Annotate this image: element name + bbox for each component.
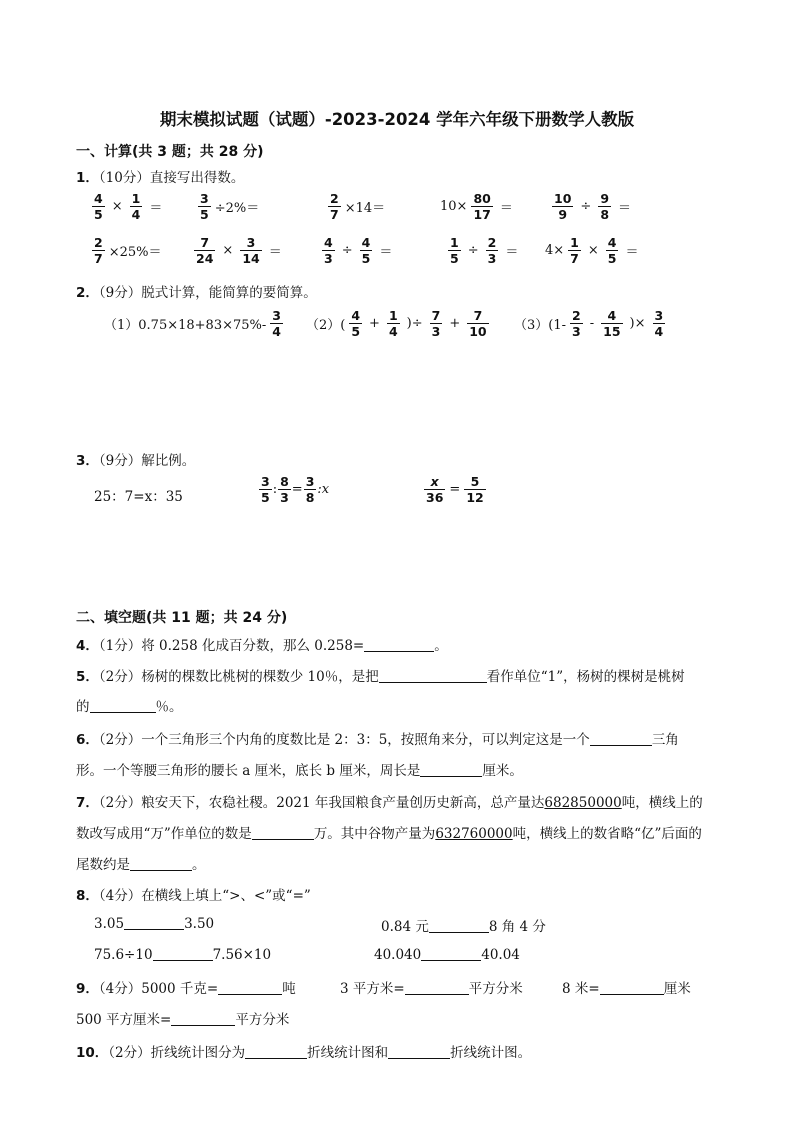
answer-blank[interactable] bbox=[124, 915, 184, 930]
question-2: 2．（9分）脱式计算，能简算的要简算。 bbox=[76, 285, 317, 301]
fraction: 1 5 bbox=[450, 235, 459, 266]
fraction: 8 3 bbox=[280, 474, 289, 505]
q1-expr-9: 1 5 ÷ 2 3 ＝ bbox=[450, 235, 519, 266]
fraction: 3 4 bbox=[654, 308, 664, 339]
fraction: 9 8 bbox=[600, 191, 610, 222]
fraction: 1 4 bbox=[131, 191, 141, 222]
q3-part-3: x 36 = 5 12 bbox=[426, 474, 484, 505]
q9-item-3: 8 米= 厘米 bbox=[562, 981, 691, 997]
fraction: 2 3 bbox=[487, 235, 497, 266]
question-6-cont: 形。一个等腰三角形的腰长 a 厘米，底长 b 厘米，周长是 厘米。 bbox=[76, 763, 523, 779]
q1-expr-1: 4 5 × 1 4 ＝ bbox=[94, 191, 163, 222]
answer-blank[interactable] bbox=[218, 980, 282, 995]
answer-blank[interactable] bbox=[600, 980, 664, 995]
answer-blank[interactable] bbox=[405, 980, 469, 995]
fraction: 3 5 bbox=[261, 474, 270, 505]
q8-item-3: 75.6÷10 7.56×10 bbox=[94, 947, 272, 963]
fraction: 4 5 bbox=[361, 235, 371, 266]
question-8: 8．（4分）在横线上填上“>、<”或“=” bbox=[76, 888, 311, 904]
fraction: 7 3 bbox=[431, 308, 441, 339]
fraction: 1 4 bbox=[388, 308, 398, 339]
fraction: 2 7 bbox=[94, 235, 103, 266]
answer-blank[interactable] bbox=[171, 1011, 235, 1026]
fraction: 3 5 bbox=[200, 191, 209, 222]
q8-item-4: 40.040 40.04 bbox=[374, 947, 520, 963]
question-4: 4．（1分）将 0.258 化成百分数，那么 0.258= 。 bbox=[76, 638, 448, 654]
q3-part-2: 3 5 : 8 3 = 3 8 :x bbox=[261, 474, 330, 505]
fraction: x 36 bbox=[426, 474, 444, 505]
answer-blank[interactable] bbox=[90, 698, 156, 713]
fraction: 2 3 bbox=[572, 308, 581, 339]
answer-blank[interactable] bbox=[245, 1044, 307, 1059]
fraction: 3 8 bbox=[305, 474, 315, 505]
fraction: 5 12 bbox=[466, 474, 484, 505]
q1-expr-10: 4× 1 7 × 4 5 ＝ bbox=[545, 235, 639, 266]
answer-blank[interactable] bbox=[153, 946, 213, 961]
q9-item-4: 500 平方厘米= 平方分米 bbox=[76, 1012, 290, 1028]
question-6: 6．（2分）一个三角形三个内角的度数比是 2：3：5，按照角来分，可以判定这是一个 三角 bbox=[76, 732, 679, 748]
answer-blank[interactable] bbox=[252, 825, 314, 840]
q8-item-2: 0.84 元 8 角 4 分 bbox=[381, 919, 546, 935]
q2-part-2: （2）( 4 5 + 1 4 )÷ 7 3 + 7 10 bbox=[306, 308, 487, 339]
q1-expr-4: 10× 80 17 ＝ bbox=[440, 191, 513, 222]
q1-expr-3: 2 7 ×14＝ bbox=[330, 191, 386, 222]
q1-expr-5: 10 9 ÷ 9 8 ＝ bbox=[554, 191, 632, 222]
fraction: 3 4 bbox=[272, 308, 281, 339]
question-7: 7．（2分）粮安天下，农稳社稷。2021 年我国粮食产量创历史新高，总产量达682850000吨，横线上的 bbox=[76, 795, 703, 811]
q3-part-1: 25：7=x：35 bbox=[94, 489, 183, 505]
answer-blank[interactable] bbox=[388, 1044, 450, 1059]
answer-blank[interactable] bbox=[130, 856, 192, 871]
fraction: 3 14 bbox=[242, 235, 260, 266]
question-9: 9．（4分）5000 千克= 吨 bbox=[76, 981, 296, 997]
q1-expr-7: 7 24 × 3 14 ＝ bbox=[196, 235, 282, 266]
answer-blank[interactable] bbox=[590, 731, 652, 746]
q2-part-1: （1）0.75×18+83×75%- 3 4 bbox=[104, 308, 281, 339]
question-3: 3．（9分）解比例。 bbox=[76, 453, 196, 469]
q1-expr-6: 2 7 ×25%＝ bbox=[94, 235, 162, 266]
fraction: 10 9 bbox=[554, 191, 572, 222]
fraction: 2 7 bbox=[330, 191, 339, 222]
fraction: 4 15 bbox=[603, 308, 621, 339]
fraction: 4 5 bbox=[607, 235, 617, 266]
q8-item-1: 3.05 3.50 bbox=[94, 916, 215, 932]
fraction: 7 24 bbox=[196, 235, 214, 266]
question-7-cont: 数改写成用“万”作单位的数是 万。其中谷物产量为632760000吨，横线上的数省略“亿”后面的 bbox=[76, 826, 702, 842]
page-title: 期末模拟试题（试题）-2023-2024 学年六年级下册数学人教版 bbox=[159, 110, 635, 129]
question-7-cont2: 尾数约是 。 bbox=[76, 857, 206, 873]
fraction: 4 5 bbox=[351, 308, 361, 339]
question-10: 10．（2分）折线统计图分为 折线统计图和 折线统计图。 bbox=[76, 1045, 532, 1061]
question-5-cont: 的 ％。 bbox=[76, 699, 183, 715]
answer-blank[interactable] bbox=[429, 918, 489, 933]
fraction: 4 5 bbox=[94, 191, 103, 222]
answer-blank[interactable] bbox=[421, 946, 481, 961]
fraction: 1 7 bbox=[570, 235, 579, 266]
question-1: 1．（10分）直接写出得数。 bbox=[76, 170, 245, 186]
answer-blank[interactable] bbox=[379, 668, 487, 683]
fraction: 4 3 bbox=[324, 235, 333, 266]
q1-expr-2: 3 5 ÷2%＝ bbox=[200, 191, 260, 222]
answer-blank[interactable] bbox=[420, 762, 482, 777]
q2-part-3: （3）(1- 2 3 - 4 15 )× 3 4 bbox=[514, 308, 664, 339]
question-5: 5．（2分）杨树的棵数比桃树的棵数少 10％，是把 看作单位“1”，杨树的棵树是桃树 bbox=[76, 669, 685, 685]
answer-blank[interactable] bbox=[364, 637, 434, 652]
fraction: 7 10 bbox=[469, 308, 487, 339]
q1-expr-8: 4 3 ÷ 4 5 ＝ bbox=[324, 235, 393, 266]
section-1-heading: 一、计算(共 3 题；共 28 分) bbox=[76, 144, 264, 160]
section-2-heading: 二、填空题(共 11 题；共 24 分) bbox=[76, 610, 288, 626]
fraction: 80 17 bbox=[473, 191, 491, 222]
q9-item-2: 3 平方米= 平方分米 bbox=[340, 981, 523, 997]
